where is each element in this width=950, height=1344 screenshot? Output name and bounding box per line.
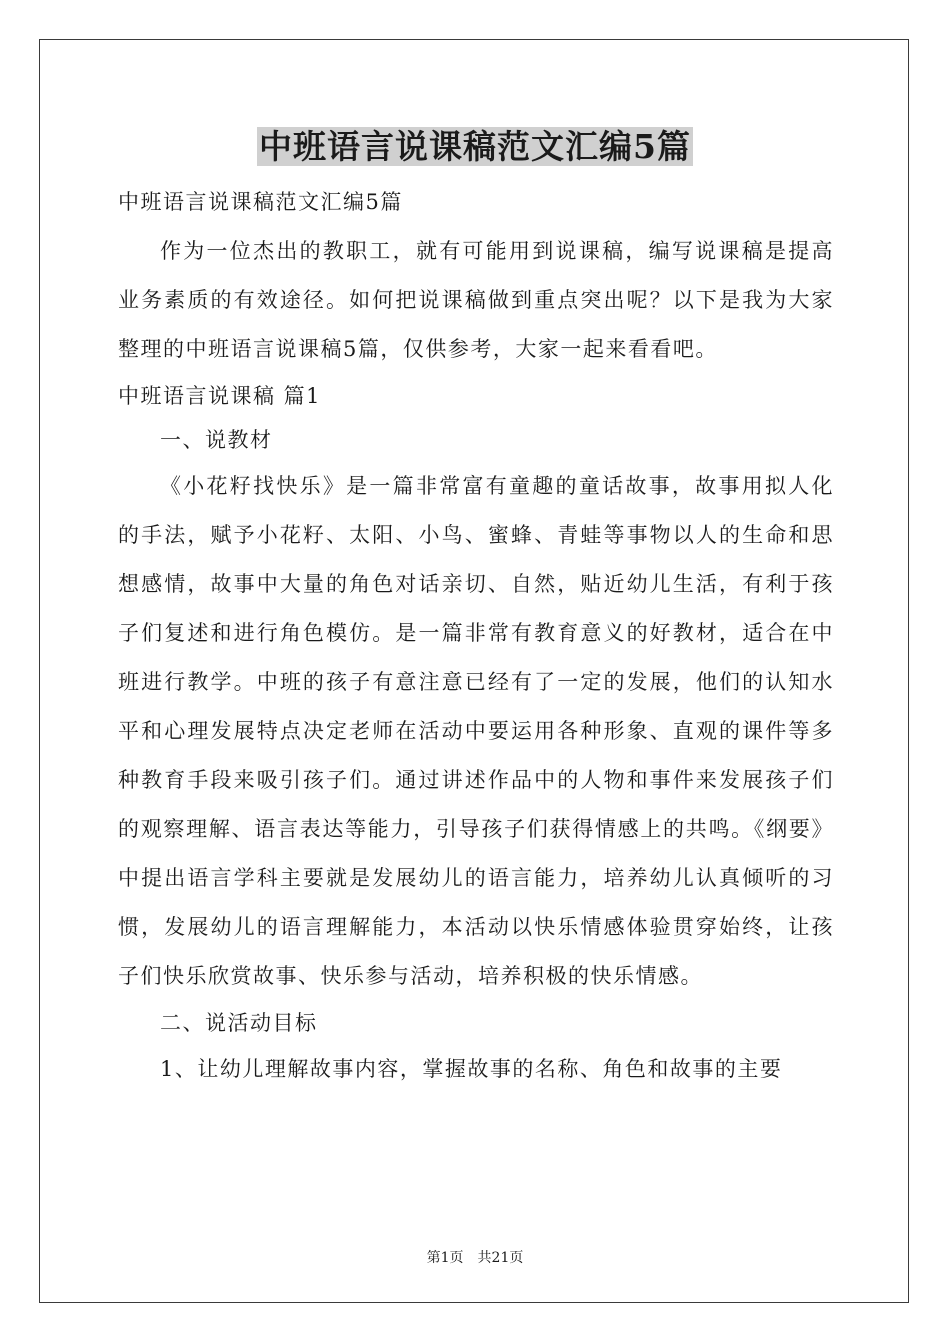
body-paragraph-1: 《小花籽找快乐》是一篇非常富有童趣的童话故事，故事用拟人化的手法，赋予小花籽、太阳、小鸟、蜜蜂、青蛙等事物以人的生命和思想感情，故事中大量的角色对话亲切、自然，贴近幼儿生活，有利于孩子们复述和进行角色模仿。是一篇非常有教育意义的好教材，适合在中班进行教学。中班的孩子有意注意已经有了一定的发展，他们的认知水平和心理发展特点决定老师在活动中要运用各种形象、直观的课件等多种教育手段来吸引孩子们。通过讲述作品中的人物和事件来发展孩子们的观察理解、语言表达等能力，引导孩子们获得情感上的共鸣。《纲要》中提出语言学科主要就是发展幼儿的语言能力，培养幼儿认真倾听的习惯，发展幼儿的语言理解能力，本活动以快乐情感体验贯穿始终，让孩子们快乐欣赏故事、快乐参与活动，培养积极的快乐情感。 (118, 474, 834, 988)
document-body (118, 178, 834, 1094)
body-paragraph-2: 1、让幼儿理解故事内容，掌握故事的名称、角色和故事的主要 (160, 1057, 783, 1081)
section-title: 中班语言说课稿 篇1 (118, 384, 322, 408)
section-heading-1: 一、说教材 (160, 428, 273, 452)
document-subtitle: 中班语言说课稿范文汇编5篇 (118, 190, 403, 214)
page-footer (0, 1247, 950, 1267)
intro-paragraph: 作为一位杰出的教职工，就有可能用到说课稿，编写说课稿是提高业务素质的有效途径。如何把说课稿做到重点突出呢？以下是我为大家整理的中班语言说课稿5篇，仅供参考，大家一起来看看吧。 (118, 239, 834, 361)
document-title (0, 124, 950, 170)
page-number: 第1页 (426, 1250, 464, 1266)
document-title-text: 中班语言说课稿范文汇编5篇 (259, 127, 691, 166)
page-total: 共21页 (477, 1250, 524, 1266)
section-heading-2: 二、说活动目标 (160, 1011, 318, 1035)
